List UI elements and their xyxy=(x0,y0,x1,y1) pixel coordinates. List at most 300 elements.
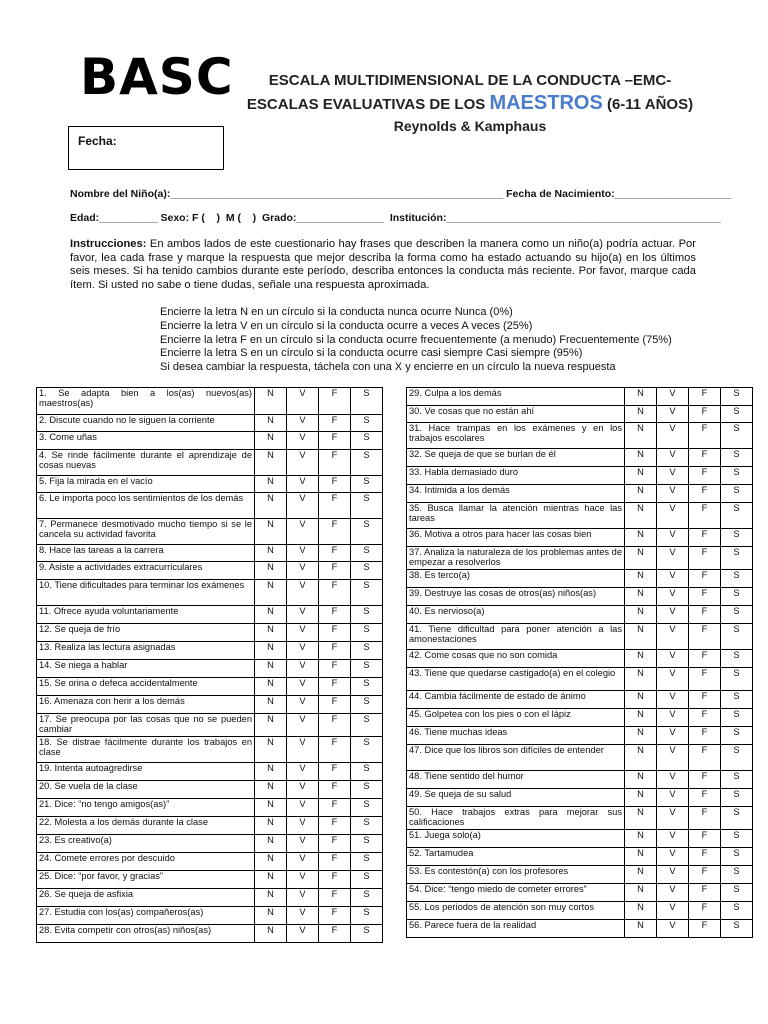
item-row xyxy=(37,624,383,642)
option-f[interactable]: F xyxy=(319,889,351,907)
option-v[interactable]: V xyxy=(287,388,319,415)
option-s[interactable]: S xyxy=(351,562,383,580)
option-v[interactable]: V xyxy=(287,835,319,853)
option-n[interactable]: N xyxy=(255,889,287,907)
option-f[interactable]: F xyxy=(319,624,351,642)
option-n[interactable]: N xyxy=(625,830,657,848)
option-f[interactable]: F xyxy=(319,907,351,925)
option-s[interactable]: S xyxy=(721,691,753,709)
option-f[interactable]: F xyxy=(689,606,721,624)
legend-line: Si desea cambiar la respuesta, táchela con una X y encierre en un círculo la nueva respuesta xyxy=(160,361,616,374)
item-text: 2. Discute cuando no le siguen la corriente xyxy=(37,415,255,432)
option-n[interactable]: N xyxy=(255,493,287,519)
option-v[interactable]: V xyxy=(287,624,319,642)
option-n[interactable]: N xyxy=(255,817,287,835)
option-s[interactable]: S xyxy=(721,503,753,529)
child-name-dob-line[interactable]: Nombre del Niño(a):_________________________________________________________ Fecha de Nacimiento:____________________ xyxy=(70,188,732,200)
option-n[interactable]: N xyxy=(625,606,657,624)
item-text: 7. Permanece desmotivado mucho tiempo si se le cancela su actividad favorita xyxy=(37,519,255,545)
option-v[interactable]: V xyxy=(657,650,689,668)
item-text: 29. Culpa a los demás xyxy=(407,388,625,406)
option-n[interactable]: N xyxy=(255,642,287,660)
option-v[interactable]: V xyxy=(287,519,319,545)
option-f[interactable]: F xyxy=(319,853,351,871)
option-n[interactable]: N xyxy=(625,570,657,588)
item-row xyxy=(37,889,383,907)
option-f[interactable]: F xyxy=(689,727,721,745)
option-v[interactable]: V xyxy=(287,476,319,493)
item-row xyxy=(407,848,753,866)
legend-line: Encierre la letra F en un círculo si la conducta ocurre frecuentemente (a menudo) Frecuentemente (75%) xyxy=(160,333,672,346)
option-f[interactable]: F xyxy=(319,493,351,519)
item-text: 18. Se distrae fácilmente durante los trabajos en clase xyxy=(37,737,255,763)
option-s[interactable]: S xyxy=(351,519,383,545)
option-s[interactable]: S xyxy=(721,606,753,624)
option-s[interactable]: S xyxy=(351,871,383,889)
option-n[interactable]: N xyxy=(255,853,287,871)
item-row xyxy=(37,642,383,660)
option-f[interactable]: F xyxy=(319,660,351,678)
authors: Reynolds & Kamphaus xyxy=(393,118,547,134)
option-s[interactable]: S xyxy=(351,799,383,817)
option-n[interactable]: N xyxy=(625,884,657,902)
option-s[interactable]: S xyxy=(721,668,753,691)
option-v[interactable]: V xyxy=(657,830,689,848)
item-text: 38. Es terco(a) xyxy=(407,570,625,588)
option-n[interactable]: N xyxy=(625,848,657,866)
option-f[interactable]: F xyxy=(689,529,721,547)
item-text: 32. Se queja de que se burlan de él xyxy=(407,449,625,467)
option-n[interactable]: N xyxy=(625,789,657,807)
option-v[interactable]: V xyxy=(657,668,689,691)
option-s[interactable]: S xyxy=(721,771,753,789)
option-n[interactable]: N xyxy=(625,449,657,467)
option-s[interactable]: S xyxy=(721,624,753,650)
option-s[interactable]: S xyxy=(721,650,753,668)
option-f[interactable]: F xyxy=(319,696,351,714)
option-v[interactable]: V xyxy=(287,871,319,889)
option-v[interactable]: V xyxy=(287,889,319,907)
item-text: 44. Cambia fácilmente de estado de ánimo xyxy=(407,691,625,709)
option-n[interactable]: N xyxy=(255,545,287,562)
option-f[interactable]: F xyxy=(689,449,721,467)
option-s[interactable]: S xyxy=(351,660,383,678)
item-row xyxy=(407,467,753,485)
option-n[interactable]: N xyxy=(625,709,657,727)
item-row xyxy=(407,388,753,406)
option-v[interactable]: V xyxy=(657,485,689,503)
item-text: 53. Es contestón(a) con los profesores xyxy=(407,866,625,884)
option-s[interactable]: S xyxy=(351,450,383,476)
item-text: 8. Hace las tareas a la carrera xyxy=(37,545,255,562)
item-text: 21. Dice: “no tengo amigos(as)” xyxy=(37,799,255,817)
option-n[interactable]: N xyxy=(255,624,287,642)
option-v[interactable]: V xyxy=(287,763,319,781)
option-s[interactable]: S xyxy=(351,817,383,835)
option-n[interactable]: N xyxy=(255,799,287,817)
option-n[interactable]: N xyxy=(255,907,287,925)
option-f[interactable]: F xyxy=(319,432,351,450)
option-v[interactable]: V xyxy=(287,606,319,624)
option-s[interactable]: S xyxy=(351,388,383,415)
option-v[interactable]: V xyxy=(287,432,319,450)
option-f[interactable]: F xyxy=(319,562,351,580)
item-text: 51. Juega solo(a) xyxy=(407,830,625,848)
item-row xyxy=(407,884,753,902)
option-v[interactable]: V xyxy=(287,799,319,817)
option-f[interactable]: F xyxy=(689,920,721,938)
option-n[interactable]: N xyxy=(625,807,657,830)
option-f[interactable]: F xyxy=(319,519,351,545)
instructions xyxy=(70,238,696,292)
option-f[interactable]: F xyxy=(319,476,351,493)
option-v[interactable]: V xyxy=(287,415,319,432)
option-f[interactable]: F xyxy=(689,467,721,485)
item-text: 41. Tiene dificultad para poner atención a las amonestaciones xyxy=(407,624,625,650)
option-f[interactable]: F xyxy=(319,799,351,817)
option-s[interactable]: S xyxy=(721,449,753,467)
title-line-2 xyxy=(232,92,708,115)
option-s[interactable]: S xyxy=(721,866,753,884)
item-row xyxy=(407,830,753,848)
option-v[interactable]: V xyxy=(657,789,689,807)
option-f[interactable]: F xyxy=(689,848,721,866)
option-s[interactable]: S xyxy=(351,545,383,562)
option-v[interactable]: V xyxy=(657,570,689,588)
option-v[interactable]: V xyxy=(657,884,689,902)
item-text: 1. Se adapta bien a los(as) nuevos(as) maestros(as) xyxy=(37,388,255,415)
option-n[interactable]: N xyxy=(625,547,657,570)
option-v[interactable]: V xyxy=(287,853,319,871)
option-f[interactable]: F xyxy=(689,789,721,807)
item-row xyxy=(37,799,383,817)
option-v[interactable]: V xyxy=(657,902,689,920)
option-n[interactable]: N xyxy=(625,771,657,789)
option-s[interactable]: S xyxy=(351,432,383,450)
option-n[interactable]: N xyxy=(625,406,657,423)
option-n[interactable]: N xyxy=(625,388,657,406)
option-v[interactable]: V xyxy=(287,737,319,763)
option-n[interactable]: N xyxy=(255,660,287,678)
option-s[interactable]: S xyxy=(351,763,383,781)
option-v[interactable]: V xyxy=(287,450,319,476)
item-row xyxy=(407,771,753,789)
option-n[interactable]: N xyxy=(255,696,287,714)
option-n[interactable]: N xyxy=(625,650,657,668)
option-s[interactable]: S xyxy=(721,848,753,866)
option-n[interactable]: N xyxy=(255,835,287,853)
option-f[interactable]: F xyxy=(319,606,351,624)
item-text: 54. Dice: “tengo miedo de cometer errores” xyxy=(407,884,625,902)
option-f[interactable]: F xyxy=(319,642,351,660)
item-text: 12. Se queja de frío xyxy=(37,624,255,642)
option-f[interactable]: F xyxy=(689,902,721,920)
option-s[interactable]: S xyxy=(721,709,753,727)
option-v[interactable]: V xyxy=(657,848,689,866)
age-sex-grade-institution-line[interactable]: Edad:__________ Sexo: F ( ) M ( ) Grado:_______________ Institución:_______________________________________________ xyxy=(70,212,721,224)
item-row xyxy=(407,902,753,920)
option-n[interactable]: N xyxy=(625,588,657,606)
option-v[interactable]: V xyxy=(657,624,689,650)
instructions-text: En ambos lados de este cuestionario hay frases que describen la manera como un niño(a) podría actuar. Por favor, lea cada frase y marque la respuesta que mejor describa la forma como ha estado actuando su hijo(a) en los últimos seis meses. Si ha tenido cambios durante este período, describa entonces la conducta más reciente. Por favor, marque cada ítem. Si usted no sabe o tiene dudas, señale una respuesta aproximada. xyxy=(70,238,696,291)
option-v[interactable]: V xyxy=(657,449,689,467)
option-s[interactable]: S xyxy=(351,696,383,714)
option-s[interactable]: S xyxy=(351,606,383,624)
option-f[interactable]: F xyxy=(689,588,721,606)
option-f[interactable]: F xyxy=(319,678,351,696)
item-row xyxy=(407,547,753,570)
option-f[interactable]: F xyxy=(319,835,351,853)
option-s[interactable]: S xyxy=(351,580,383,606)
option-s[interactable]: S xyxy=(721,588,753,606)
item-text: 26. Se queja de asfixia xyxy=(37,889,255,907)
option-v[interactable]: V xyxy=(657,529,689,547)
item-text: 56. Parece fuera de la realidad xyxy=(407,920,625,938)
option-f[interactable]: F xyxy=(319,763,351,781)
option-v[interactable]: V xyxy=(287,696,319,714)
option-v[interactable]: V xyxy=(657,406,689,423)
option-n[interactable]: N xyxy=(255,871,287,889)
option-v[interactable]: V xyxy=(657,920,689,938)
option-v[interactable]: V xyxy=(657,588,689,606)
option-v[interactable]: V xyxy=(657,388,689,406)
option-s[interactable]: S xyxy=(351,925,383,943)
option-f[interactable]: F xyxy=(689,423,721,449)
option-s[interactable]: S xyxy=(351,624,383,642)
option-f[interactable]: F xyxy=(319,781,351,799)
option-s[interactable]: S xyxy=(351,476,383,493)
item-row xyxy=(37,545,383,562)
option-s[interactable]: S xyxy=(351,907,383,925)
option-s[interactable]: S xyxy=(721,902,753,920)
fecha-label: Fecha: xyxy=(78,134,117,148)
option-v[interactable]: V xyxy=(657,745,689,771)
option-f[interactable]: F xyxy=(689,691,721,709)
option-s[interactable]: S xyxy=(351,714,383,737)
item-text: 35. Busca llamar la atención mientras hace las tareas xyxy=(407,503,625,529)
option-s[interactable]: S xyxy=(351,853,383,871)
option-v[interactable]: V xyxy=(657,807,689,830)
option-n[interactable]: N xyxy=(625,503,657,529)
option-v[interactable]: V xyxy=(287,545,319,562)
option-f[interactable]: F xyxy=(689,503,721,529)
option-f[interactable]: F xyxy=(319,737,351,763)
item-row xyxy=(407,727,753,745)
option-v[interactable]: V xyxy=(287,642,319,660)
item-text: 52. Tartamudea xyxy=(407,848,625,866)
item-text: 15. Se orina o defeca accidentalmente xyxy=(37,678,255,696)
option-v[interactable]: V xyxy=(657,866,689,884)
option-v[interactable]: V xyxy=(657,727,689,745)
option-n[interactable]: N xyxy=(625,920,657,938)
option-n[interactable]: N xyxy=(625,691,657,709)
option-s[interactable]: S xyxy=(721,423,753,449)
option-v[interactable]: V xyxy=(287,580,319,606)
item-text: 50. Hace trabajos extras para mejorar sus calificaciones xyxy=(407,807,625,830)
option-n[interactable]: N xyxy=(255,925,287,943)
item-row xyxy=(37,493,383,519)
option-n[interactable]: N xyxy=(255,415,287,432)
item-row xyxy=(37,763,383,781)
option-n[interactable]: N xyxy=(625,745,657,771)
item-text: 4. Se rinde fácilmente durante el aprendizaje de cosas nuevas xyxy=(37,450,255,476)
option-v[interactable]: V xyxy=(657,547,689,570)
option-f[interactable]: F xyxy=(689,709,721,727)
option-f[interactable]: F xyxy=(319,714,351,737)
option-v[interactable]: V xyxy=(657,503,689,529)
option-s[interactable]: S xyxy=(721,467,753,485)
option-f[interactable]: F xyxy=(319,580,351,606)
option-v[interactable]: V xyxy=(657,606,689,624)
item-row xyxy=(37,415,383,432)
option-n[interactable]: N xyxy=(625,624,657,650)
option-v[interactable]: V xyxy=(657,467,689,485)
option-n[interactable]: N xyxy=(625,467,657,485)
item-row xyxy=(37,853,383,871)
option-n[interactable]: N xyxy=(255,388,287,415)
option-n[interactable]: N xyxy=(255,450,287,476)
option-n[interactable]: N xyxy=(255,432,287,450)
option-f[interactable]: F xyxy=(689,485,721,503)
item-row xyxy=(407,709,753,727)
item-row xyxy=(407,570,753,588)
option-v[interactable]: V xyxy=(657,423,689,449)
option-s[interactable]: S xyxy=(351,737,383,763)
item-text: 25. Dice: “por favor, y gracias” xyxy=(37,871,255,889)
option-f[interactable]: F xyxy=(319,415,351,432)
option-s[interactable]: S xyxy=(721,920,753,938)
option-n[interactable]: N xyxy=(255,562,287,580)
option-v[interactable]: V xyxy=(287,678,319,696)
option-f[interactable]: F xyxy=(689,807,721,830)
option-n[interactable]: N xyxy=(625,668,657,691)
item-text: 45. Golpetea con los pies o con el lápiz xyxy=(407,709,625,727)
option-f[interactable]: F xyxy=(689,745,721,771)
option-f[interactable]: F xyxy=(689,771,721,789)
option-n[interactable]: N xyxy=(625,866,657,884)
item-text: 14. Se niega a hablar xyxy=(37,660,255,678)
option-f[interactable]: F xyxy=(319,545,351,562)
option-s[interactable]: S xyxy=(721,570,753,588)
option-f[interactable]: F xyxy=(319,817,351,835)
item-row xyxy=(37,737,383,763)
option-v[interactable]: V xyxy=(287,925,319,943)
option-s[interactable]: S xyxy=(721,529,753,547)
option-f[interactable]: F xyxy=(689,668,721,691)
option-s[interactable]: S xyxy=(721,789,753,807)
option-s[interactable]: S xyxy=(721,830,753,848)
option-s[interactable]: S xyxy=(351,642,383,660)
option-n[interactable]: N xyxy=(255,519,287,545)
option-n[interactable]: N xyxy=(255,781,287,799)
option-s[interactable]: S xyxy=(721,406,753,423)
option-v[interactable]: V xyxy=(287,781,319,799)
option-s[interactable]: S xyxy=(721,807,753,830)
item-row xyxy=(37,450,383,476)
option-s[interactable]: S xyxy=(721,884,753,902)
option-n[interactable]: N xyxy=(625,727,657,745)
option-n[interactable]: N xyxy=(255,714,287,737)
option-s[interactable]: S xyxy=(721,485,753,503)
option-f[interactable]: F xyxy=(689,884,721,902)
option-n[interactable]: N xyxy=(255,580,287,606)
option-s[interactable]: S xyxy=(351,493,383,519)
item-row xyxy=(37,388,383,415)
title-line-2-pre: ESCALAS EVALUATIVAS DE LOS xyxy=(246,96,490,113)
option-f[interactable]: F xyxy=(689,547,721,570)
item-text: 22. Molesta a los demás durante la clase xyxy=(37,817,255,835)
fecha-box[interactable] xyxy=(68,126,224,170)
option-v[interactable]: V xyxy=(287,907,319,925)
option-n[interactable]: N xyxy=(255,737,287,763)
option-n[interactable]: N xyxy=(625,529,657,547)
option-s[interactable]: S xyxy=(721,745,753,771)
option-f[interactable]: F xyxy=(689,570,721,588)
item-row xyxy=(407,606,753,624)
option-v[interactable]: V xyxy=(287,817,319,835)
item-row xyxy=(407,503,753,529)
title-line-1: ESCALA MULTIDIMENSIONAL DE LA CONDUCTA –EMC- xyxy=(268,72,672,89)
option-s[interactable]: S xyxy=(351,781,383,799)
option-f[interactable]: F xyxy=(689,830,721,848)
option-n[interactable]: N xyxy=(255,763,287,781)
option-v[interactable]: V xyxy=(657,691,689,709)
option-n[interactable]: N xyxy=(625,902,657,920)
option-s[interactable]: S xyxy=(721,727,753,745)
item-text: 28. Evita competir con otros(as) niños(as) xyxy=(37,925,255,943)
option-f[interactable]: F xyxy=(689,650,721,668)
title-maestros: MAESTROS xyxy=(489,92,603,114)
option-f[interactable]: F xyxy=(689,866,721,884)
option-s[interactable]: S xyxy=(351,415,383,432)
option-v[interactable]: V xyxy=(287,714,319,737)
option-s[interactable]: S xyxy=(351,889,383,907)
item-row xyxy=(407,789,753,807)
item-text: 20. Se vuela de la clase xyxy=(37,781,255,799)
option-f[interactable]: F xyxy=(689,388,721,406)
item-text: 46. Tiene muchas ideas xyxy=(407,727,625,745)
option-f[interactable]: F xyxy=(689,406,721,423)
option-f[interactable]: F xyxy=(319,450,351,476)
option-f[interactable]: F xyxy=(319,388,351,415)
option-s[interactable]: S xyxy=(351,678,383,696)
option-v[interactable]: V xyxy=(287,562,319,580)
item-text: 43. Tiene que quedarse castigado(a) en el colegio xyxy=(407,668,625,691)
item-row xyxy=(407,920,753,938)
option-f[interactable]: F xyxy=(319,925,351,943)
item-row xyxy=(37,660,383,678)
option-v[interactable]: V xyxy=(657,771,689,789)
option-v[interactable]: V xyxy=(287,493,319,519)
option-s[interactable]: S xyxy=(721,388,753,406)
items-table-left xyxy=(36,387,383,943)
option-v[interactable]: V xyxy=(657,709,689,727)
response-legend xyxy=(160,306,672,375)
option-n[interactable]: N xyxy=(255,476,287,493)
option-f[interactable]: F xyxy=(689,624,721,650)
option-n[interactable]: N xyxy=(255,678,287,696)
option-n[interactable]: N xyxy=(625,423,657,449)
option-n[interactable]: N xyxy=(255,606,287,624)
option-s[interactable]: S xyxy=(721,547,753,570)
item-row xyxy=(407,449,753,467)
option-f[interactable]: F xyxy=(319,871,351,889)
item-row xyxy=(37,606,383,624)
option-v[interactable]: V xyxy=(287,660,319,678)
item-text: 13. Realiza las lectura asignadas xyxy=(37,642,255,660)
option-s[interactable]: S xyxy=(351,835,383,853)
option-n[interactable]: N xyxy=(625,485,657,503)
